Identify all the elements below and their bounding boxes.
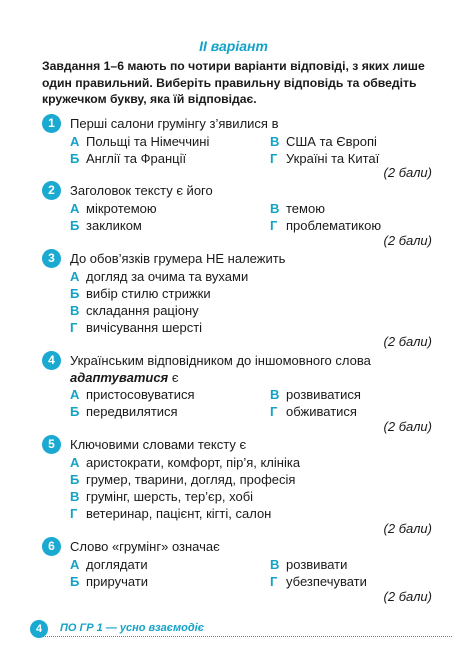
question-number-badge: 4 [42,351,61,370]
option-letter: А [70,557,80,572]
option-a[interactable] [70,556,148,573]
option-b[interactable] [70,403,178,420]
option-letter: Б [70,574,80,589]
option-text: обживатися [286,404,357,419]
question-text-part: Українським відповідником до іншомовного слова [70,353,371,368]
option-text: доглядати [86,557,148,572]
option-a[interactable] [70,386,195,403]
option-b[interactable] [70,471,295,488]
question-number-badge: 6 [42,537,61,556]
option-v[interactable] [270,556,347,573]
question-text-part: є [168,370,179,385]
question-keyword: адаптуватися [70,370,169,385]
option-text: ветеринар, пацієнт, кігті, салон [86,506,272,521]
page-footer [30,620,450,640]
option-text: розвиватися [286,387,361,402]
points-label: (2 бали) [383,521,432,536]
question-number-badge: 5 [42,435,61,454]
option-letter: В [70,303,80,318]
option-text: грумер, тварини, догляд, професія [86,472,296,487]
question-text: Перші салони грумінгу з’явилися в [70,116,279,131]
option-text: Англії та Франції [86,151,187,166]
option-letter: Г [270,218,278,233]
instructions: Завдання 1–6 мають по чотири варіанти відповіді, з яких лише один правильний. Виберіть правильну відповідь та обведіть кружечком букву, яка їй відповідає. [42,59,425,106]
option-v[interactable] [270,133,377,150]
option-b[interactable] [70,150,186,167]
option-letter: Г [70,320,78,335]
question-text: Заголовок тексту є його [70,183,213,198]
option-letter: Г [270,151,278,166]
option-letter: Б [70,472,80,487]
option-letter: А [70,134,80,149]
option-text: приручати [86,574,149,589]
option-g[interactable] [270,217,381,234]
points-label: (2 бали) [383,165,432,180]
option-text: темою [286,201,325,216]
option-a[interactable] [70,200,157,217]
option-text: догляд за очима та вухами [86,269,249,284]
option-v[interactable] [270,200,325,217]
option-v[interactable] [70,302,199,319]
points-label: (2 бали) [383,233,432,248]
points-label: (2 бали) [383,419,432,434]
option-b[interactable] [70,573,148,590]
option-letter: В [270,387,280,402]
footer-text: ПО ГР 1 — усно взаємодіє [60,622,204,634]
option-a[interactable] [70,454,300,471]
option-a[interactable] [70,133,209,150]
option-text: складання раціону [86,303,199,318]
option-letter: Б [70,404,80,419]
points-label: (2 бали) [383,589,432,604]
option-text: пристосовуватися [86,387,195,402]
question-number-badge: 2 [42,181,61,200]
option-g[interactable] [270,150,379,167]
question-text: Ключовими словами тексту є [70,437,247,452]
option-a[interactable] [70,268,248,285]
option-letter: В [270,557,280,572]
option-b[interactable] [70,217,142,234]
question-number-badge: 3 [42,249,61,268]
footer-divider [42,636,452,637]
option-text: Україні та Китаї [286,151,380,166]
option-letter: В [70,489,80,504]
option-text: мікротемою [86,201,157,216]
question-text [70,352,432,386]
question-text: Слово «грумінг» означає [70,539,220,554]
option-text: аристократи, комфорт, пір’я, клініка [86,455,301,470]
option-text: убезпечувати [286,574,367,589]
option-letter: Г [270,574,278,589]
option-letter: Г [70,506,78,521]
option-text: закликом [86,218,142,233]
question-text: До обов’язків грумера НЕ належить [70,251,286,266]
option-letter: Г [270,404,278,419]
option-letter: А [70,201,80,216]
option-v[interactable] [270,386,361,403]
page-number: 4 [30,620,48,638]
option-letter: А [70,269,80,284]
option-g[interactable] [70,505,271,522]
option-text: вичісування шерсті [86,320,203,335]
option-text: розвивати [286,557,348,572]
option-g[interactable] [270,573,367,590]
option-b[interactable] [70,285,211,302]
option-text: проблематикою [286,218,382,233]
option-letter: Б [70,218,80,233]
option-letter: В [270,134,280,149]
option-g[interactable] [70,319,202,336]
option-text: передвилятися [86,404,178,419]
option-letter: А [70,387,80,402]
option-letter: Б [70,151,80,166]
option-v[interactable] [70,488,253,505]
variant-title: II варіант [199,38,268,54]
option-text: США та Європі [286,134,377,149]
option-g[interactable] [270,403,357,420]
points-label: (2 бали) [383,334,432,349]
option-letter: А [70,455,80,470]
option-text: Польщі та Німеччині [86,134,210,149]
option-text: вибір стилю стрижки [86,286,211,301]
question-number-badge: 1 [42,114,61,133]
option-letter: Б [70,286,80,301]
option-text: грумінг, шерсть, тер’єр, хобі [86,489,254,504]
option-letter: В [270,201,280,216]
